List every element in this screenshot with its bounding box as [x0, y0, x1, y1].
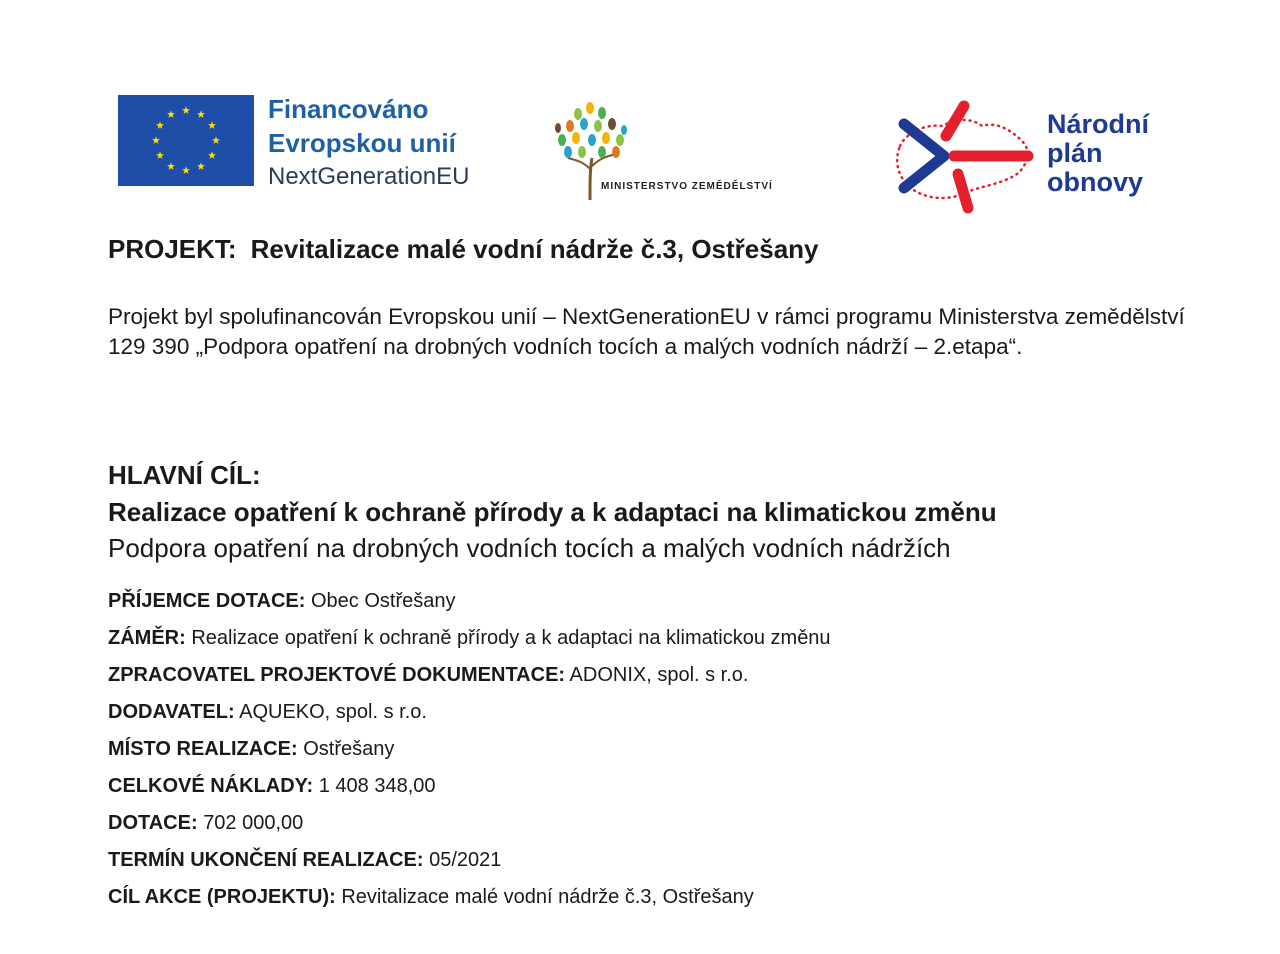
detail-row-recipient — [108, 586, 831, 623]
detail-row-total-cost — [108, 771, 831, 808]
detail-value: Obec Ostřešany — [310, 590, 456, 612]
detail-key: ZPRACOVATEL PROJEKTOVÉ DOKUMENTACE: — [108, 664, 566, 686]
detail-row-supplier — [108, 697, 831, 734]
detail-value: Ostřešany — [303, 738, 395, 760]
detail-value: 1 408 348,00 — [318, 775, 436, 797]
goal-main-line: Realizace opatření k ochraně přírody a k adaptaci na klimatickou změnu — [108, 497, 997, 527]
detail-key: TERMÍN UKONČENÍ REALIZACE: — [108, 849, 424, 871]
project-intro: Projekt byl spolufinancován Evropskou unií – NextGenerationEU v rámci programu Ministerstva zemědělství 129 390 „Podpora opatření na drobných vodních tocích a malých vodních nádrží – 2.etapa“. — [108, 304, 1185, 359]
eu-line2: Evropskou unií — [268, 128, 456, 158]
detail-key: DODAVATEL: — [108, 701, 235, 723]
detail-value: AQUEKO, spol. s r.o. — [239, 701, 427, 723]
npo-line3: obnovy — [1047, 167, 1144, 197]
detail-value: Revitalizace malé vodní nádrže č.3, Ostřešany — [341, 886, 754, 908]
detail-key: MÍSTO REALIZACE: — [108, 738, 298, 760]
npo-line2: plán — [1047, 138, 1103, 168]
detail-key: CÍL AKCE (PROJEKTU): — [108, 886, 336, 908]
detail-row-completion — [108, 845, 831, 882]
detail-row-documentation — [108, 660, 831, 697]
detail-key: DOTACE: — [108, 812, 198, 834]
detail-value: Realizace opatření k ochraně přírody a k adaptaci na klimatickou změnu — [191, 627, 831, 649]
eu-flag-icon — [118, 95, 254, 186]
detail-row-location — [108, 734, 831, 771]
eu-line3: NextGenerationEU — [268, 163, 470, 190]
detail-key: PŘÍJEMCE DOTACE: — [108, 590, 306, 612]
logo-strip — [0, 0, 1280, 220]
goal-heading: HLAVNÍ CÍL: — [108, 460, 261, 490]
detail-value: 702 000,00 — [203, 812, 304, 834]
eu-funding-text — [268, 92, 469, 194]
project-label: PROJEKT: — [108, 234, 237, 264]
project-title — [108, 234, 819, 265]
goal-sub-line: Podpora opatření na drobných vodních tocích a malých vodních nádržích — [108, 533, 951, 563]
eu-line1: Financováno — [268, 94, 429, 124]
detail-row-project-goal — [108, 882, 831, 919]
project-name: Revitalizace malé vodní nádrže č.3, Ostřešany — [250, 234, 819, 264]
detail-row-intent — [108, 623, 831, 660]
npo-logo-icon — [882, 96, 1038, 218]
npo-line1: Národní — [1047, 109, 1150, 139]
npo-logo-text — [1047, 110, 1149, 197]
detail-value: 05/2021 — [429, 849, 502, 871]
detail-key: ZÁMĚR: — [108, 627, 186, 649]
detail-row-subsidy — [108, 808, 831, 845]
ministry-name: MINISTERSTVO ZEMĚDĚLSTVÍ — [601, 181, 773, 192]
detail-key: CELKOVÉ NÁKLADY: — [108, 775, 314, 797]
project-details — [108, 586, 831, 919]
detail-value: ADONIX, spol. s r.o. — [569, 664, 749, 686]
